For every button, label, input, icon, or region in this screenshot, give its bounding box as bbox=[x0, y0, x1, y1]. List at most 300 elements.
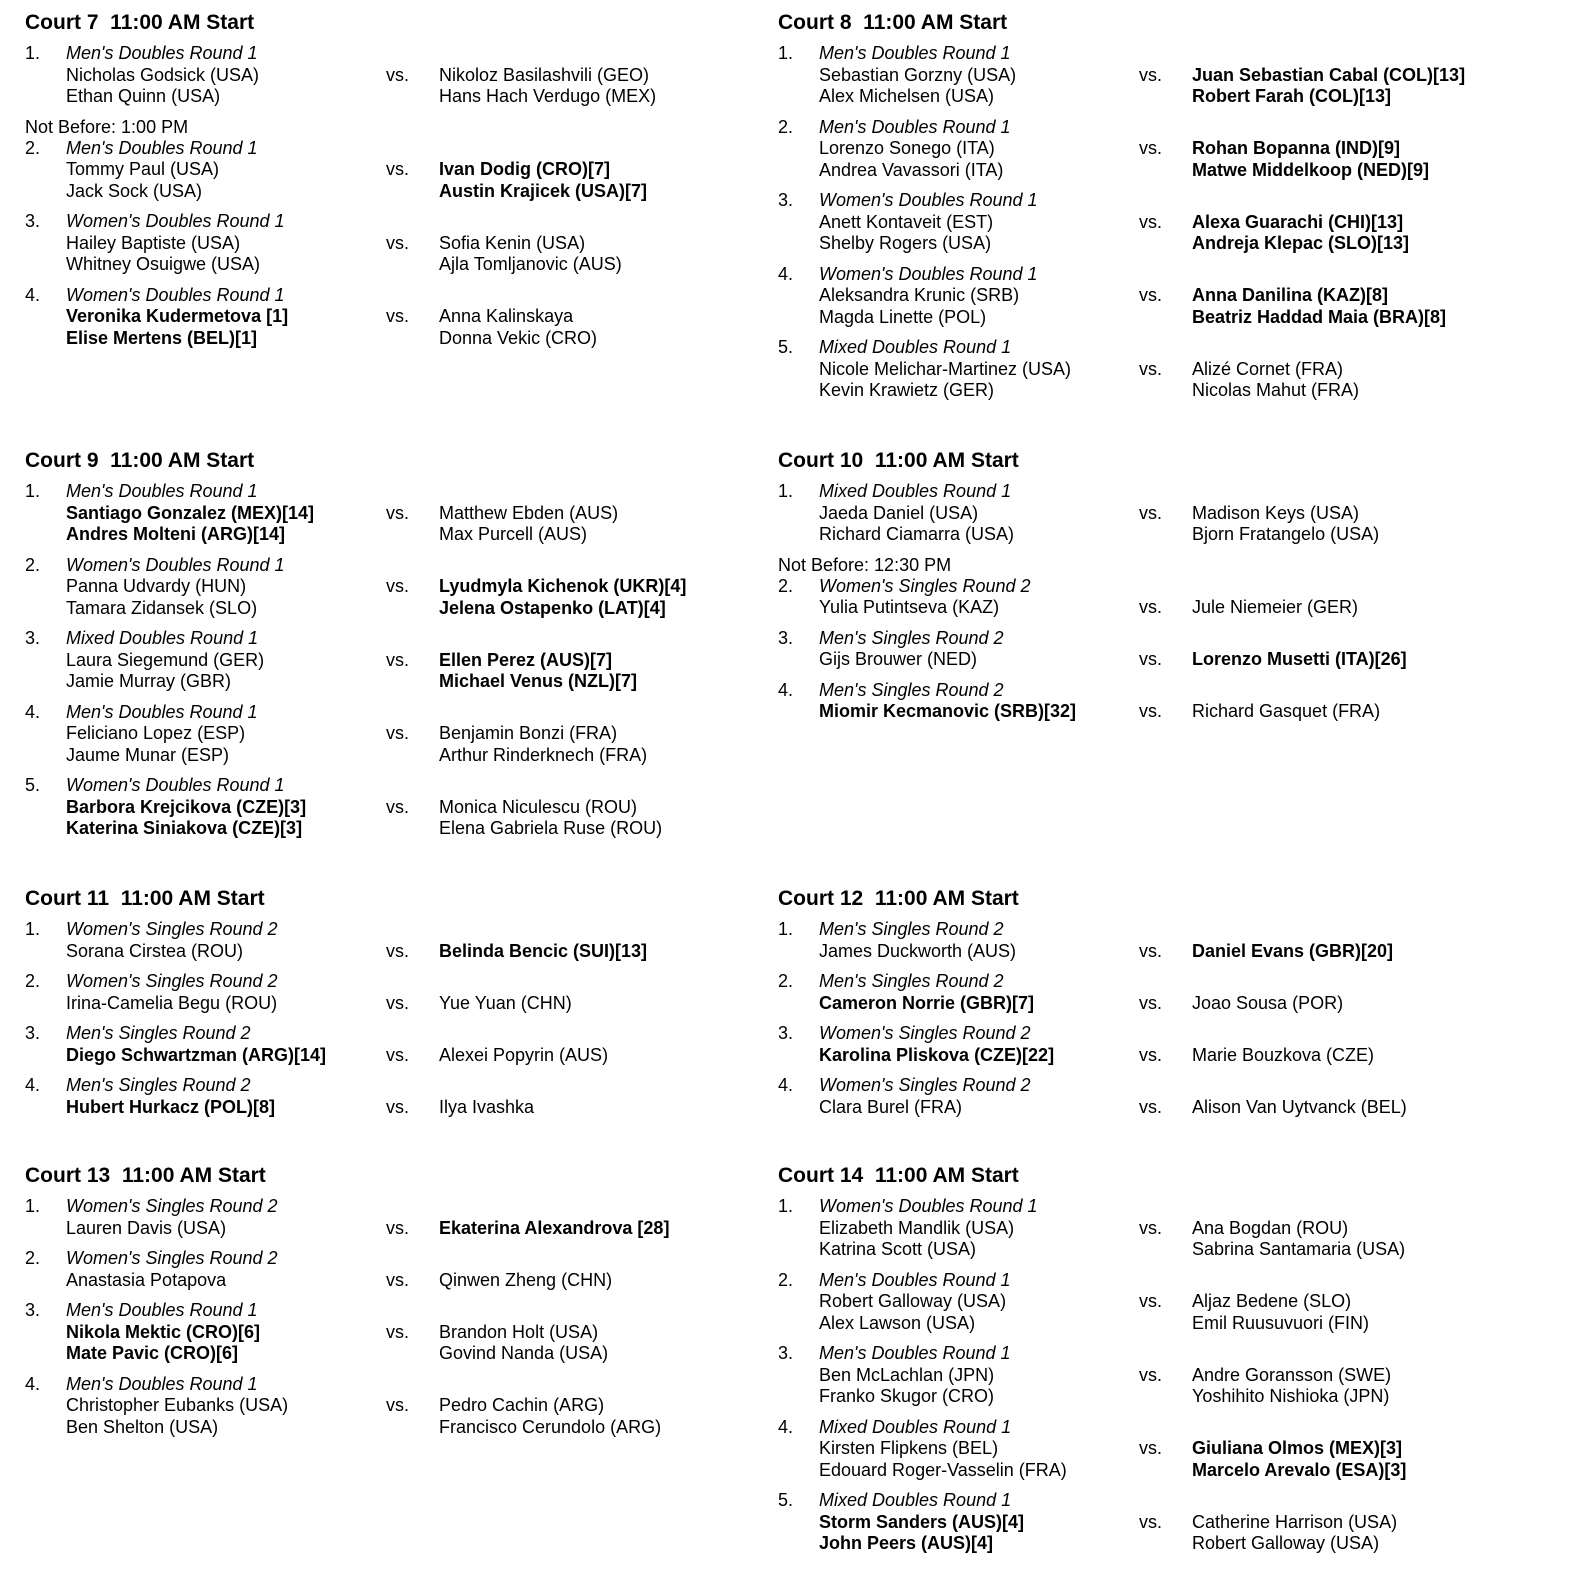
team-1 bbox=[25, 941, 386, 963]
versus-label: vs. bbox=[386, 1096, 410, 1117]
player-name: Alexei Popyrin (AUS) bbox=[439, 1044, 609, 1065]
match-row bbox=[25, 723, 785, 766]
event-name: Men's Doubles Round 1 bbox=[66, 43, 258, 63]
player-name: Francisco Cerundolo (ARG) bbox=[439, 1416, 662, 1437]
match-row bbox=[778, 1218, 1538, 1261]
match-row bbox=[25, 650, 785, 693]
player-name: Alex Michelsen (USA) bbox=[819, 86, 995, 106]
event-name: Men's Doubles Round 1 bbox=[66, 137, 258, 158]
player-name: Lorenzo Sonego (ITA) bbox=[819, 138, 995, 158]
event-name: Women's Doubles Round 1 bbox=[819, 1196, 1038, 1216]
versus-label: vs. bbox=[1139, 502, 1163, 523]
player-name: Ethan Quinn (USA) bbox=[66, 86, 221, 106]
player-name: Juan Sebastian Cabal (COL)[13] bbox=[1192, 64, 1466, 85]
match-number: 4. bbox=[25, 701, 41, 722]
player-name: Andreja Klepac (SLO)[13] bbox=[1192, 233, 1410, 253]
match-row bbox=[25, 306, 785, 349]
player-name: Katrina Scott (USA) bbox=[819, 1239, 977, 1259]
team-2 bbox=[1192, 1512, 1538, 1555]
team-2 bbox=[439, 65, 785, 108]
player-name: Nicholas Godsick (USA) bbox=[66, 64, 260, 85]
match-row bbox=[778, 65, 1538, 108]
versus-label: vs. bbox=[1139, 1364, 1163, 1385]
match-row bbox=[778, 1097, 1538, 1119]
match-row bbox=[778, 597, 1538, 619]
player-name: John Peers (AUS)[4] bbox=[819, 1533, 994, 1553]
player-name: Kirsten Flipkens (BEL) bbox=[819, 1438, 999, 1458]
player-name: Bjorn Fratangelo (USA) bbox=[1192, 524, 1380, 544]
match-entry bbox=[778, 264, 1538, 329]
match-row bbox=[778, 1045, 1538, 1067]
match-row bbox=[25, 233, 785, 276]
player-name: Catherine Harrison (USA) bbox=[1192, 1511, 1398, 1532]
team-1 bbox=[25, 1218, 386, 1240]
player-name: Jamie Murray (GBR) bbox=[66, 671, 232, 691]
match-number: 3. bbox=[25, 211, 41, 231]
match-number: 3. bbox=[778, 1343, 794, 1363]
player-name: Anett Kontaveit (EST) bbox=[819, 211, 994, 232]
player-name: Barbora Krejcikova (CZE)[3] bbox=[66, 796, 307, 817]
versus-label: vs. bbox=[386, 159, 410, 179]
team-2 bbox=[1192, 1045, 1538, 1067]
player-name: Andrea Vavassori (ITA) bbox=[819, 159, 1004, 180]
versus-label: vs. bbox=[386, 232, 410, 253]
player-name: Ajla Tomljanovic (AUS) bbox=[439, 254, 622, 274]
event-name: Men's Doubles Round 1 bbox=[819, 116, 1011, 137]
match-entry bbox=[25, 1196, 785, 1239]
player-name: Nikoloz Basilashvili (GEO) bbox=[439, 64, 650, 85]
player-name: Monica Niculescu (ROU) bbox=[439, 796, 638, 817]
player-name: Ekaterina Alexandrova [28] bbox=[439, 1217, 670, 1238]
match-row bbox=[25, 1045, 785, 1067]
event-name: Men's Singles Round 2 bbox=[819, 971, 1004, 991]
team-1 bbox=[25, 233, 386, 276]
match-entry bbox=[778, 628, 1538, 671]
player-name: Sebastian Gorzny (USA) bbox=[819, 64, 1017, 85]
match-number: 1. bbox=[778, 919, 794, 939]
team-1 bbox=[25, 306, 386, 349]
player-name: Arthur Rinderknech (FRA) bbox=[439, 744, 648, 765]
court-title: Court 8 11:00 AM Start bbox=[778, 11, 1008, 34]
match-entry bbox=[25, 211, 785, 276]
match-entry bbox=[25, 138, 785, 203]
team-2 bbox=[439, 1045, 785, 1067]
player-name: Christopher Eubanks (USA) bbox=[66, 1395, 289, 1415]
court-title: Court 7 11:00 AM Start bbox=[25, 11, 255, 34]
court-title: Court 11 11:00 AM Start bbox=[25, 887, 265, 910]
team-1 bbox=[25, 576, 386, 619]
versus-label: vs. bbox=[386, 576, 410, 596]
event-name: Women's Doubles Round 1 bbox=[66, 554, 285, 575]
court-section bbox=[778, 886, 1538, 1127]
player-name: Emil Ruusuvuori (FIN) bbox=[1192, 1312, 1370, 1333]
match-entry bbox=[25, 702, 785, 767]
event-name: Women's Doubles Round 1 bbox=[819, 190, 1038, 210]
event-name: Mixed Doubles Round 1 bbox=[819, 481, 1012, 501]
match-number: 2. bbox=[778, 971, 794, 991]
team-2 bbox=[439, 1218, 785, 1240]
court-title: Court 12 11:00 AM Start bbox=[778, 887, 1019, 910]
player-name: Yue Yuan (CHN) bbox=[439, 992, 572, 1013]
player-name: Robert Farah (COL)[13] bbox=[1192, 86, 1392, 106]
match-row bbox=[778, 701, 1538, 723]
player-name: Daniel Evans (GBR)[20] bbox=[1192, 940, 1394, 961]
player-name: Tamara Zidansek (SLO) bbox=[66, 597, 258, 618]
player-name: Magda Linette (POL) bbox=[819, 306, 987, 327]
player-name: Ilya Ivashka bbox=[439, 1096, 535, 1117]
team-2 bbox=[1192, 993, 1538, 1015]
match-entry bbox=[778, 919, 1538, 962]
match-number: 5. bbox=[25, 775, 41, 795]
player-name: Sabrina Santamaria (USA) bbox=[1192, 1239, 1406, 1259]
team-2 bbox=[1192, 285, 1538, 328]
player-name: Marcelo Arevalo (ESA)[3] bbox=[1192, 1459, 1407, 1480]
versus-label: vs. bbox=[386, 1044, 410, 1065]
match-number: 1. bbox=[778, 43, 794, 63]
team-1 bbox=[778, 1291, 1139, 1334]
match-row bbox=[25, 797, 785, 840]
versus-label: vs. bbox=[1139, 1217, 1163, 1238]
player-name: Elena Gabriela Ruse (ROU) bbox=[439, 818, 663, 838]
court-section bbox=[25, 1163, 785, 1447]
match-entry bbox=[778, 117, 1538, 182]
match-number: 5. bbox=[778, 337, 794, 357]
match-number: 1. bbox=[25, 43, 41, 63]
versus-label: vs. bbox=[1139, 940, 1163, 961]
team-2 bbox=[1192, 65, 1538, 108]
match-entry bbox=[25, 43, 785, 108]
court-title: Court 9 11:00 AM Start bbox=[25, 449, 255, 472]
team-1 bbox=[778, 212, 1139, 255]
versus-label: vs. bbox=[1139, 649, 1163, 669]
player-name: Lyudmyla Kichenok (UKR)[4] bbox=[439, 576, 687, 596]
team-2 bbox=[1192, 1365, 1538, 1408]
player-name: Aleksandra Krunic (SRB) bbox=[819, 285, 1020, 305]
team-1 bbox=[778, 993, 1139, 1015]
match-row bbox=[25, 159, 785, 202]
match-number: 2. bbox=[25, 137, 41, 158]
match-number: 1. bbox=[778, 1196, 794, 1216]
match-number: 3. bbox=[25, 628, 41, 648]
event-name: Men's Doubles Round 1 bbox=[66, 701, 258, 722]
player-name: Ben Shelton (USA) bbox=[66, 1416, 219, 1437]
court-section bbox=[25, 10, 785, 358]
versus-label: vs. bbox=[1139, 64, 1163, 85]
match-number: 3. bbox=[25, 1300, 41, 1320]
player-name: Beatriz Haddad Maia (BRA)[8] bbox=[1192, 306, 1447, 327]
player-name: James Duckworth (AUS) bbox=[819, 940, 1017, 961]
player-name: Qinwen Zheng (CHN) bbox=[439, 1269, 613, 1290]
player-name: Shelby Rogers (USA) bbox=[819, 233, 992, 253]
match-row bbox=[778, 941, 1538, 963]
match-row bbox=[778, 1291, 1538, 1334]
match-row bbox=[778, 1365, 1538, 1408]
event-name: Mixed Doubles Round 1 bbox=[819, 337, 1012, 357]
match-number: 4. bbox=[25, 1373, 41, 1394]
team-2 bbox=[439, 1395, 785, 1438]
versus-label: vs. bbox=[1139, 1044, 1163, 1065]
player-name: Veronika Kudermetova [1] bbox=[66, 306, 289, 326]
team-1 bbox=[778, 1438, 1139, 1481]
player-name: Richard Ciamarra (USA) bbox=[819, 524, 1015, 544]
team-2 bbox=[1192, 359, 1538, 402]
court-section bbox=[778, 448, 1538, 732]
versus-label: vs. bbox=[1139, 1511, 1163, 1532]
match-number: 3. bbox=[778, 1023, 794, 1043]
versus-label: vs. bbox=[386, 1269, 410, 1290]
versus-label: vs. bbox=[1139, 358, 1163, 379]
event-name: Men's Singles Round 2 bbox=[66, 1023, 251, 1043]
player-name: Hans Hach Verdugo (MEX) bbox=[439, 86, 657, 106]
player-name: Jule Niemeier (GER) bbox=[1192, 597, 1359, 617]
versus-label: vs. bbox=[386, 940, 410, 961]
match-row bbox=[778, 649, 1538, 671]
team-1 bbox=[25, 993, 386, 1015]
versus-label: vs. bbox=[386, 723, 410, 743]
match-row bbox=[778, 359, 1538, 402]
team-1 bbox=[778, 941, 1139, 963]
versus-label: vs. bbox=[1139, 1096, 1163, 1117]
event-name: Women's Singles Round 2 bbox=[819, 1023, 1031, 1043]
not-before-note: Not Before: 12:30 PM bbox=[778, 554, 952, 575]
versus-label: vs. bbox=[386, 1321, 410, 1342]
versus-label: vs. bbox=[1139, 1291, 1163, 1311]
team-2 bbox=[1192, 138, 1538, 181]
match-number: 2. bbox=[25, 1248, 41, 1268]
team-1 bbox=[25, 723, 386, 766]
match-row bbox=[778, 503, 1538, 546]
event-name: Women's Singles Round 2 bbox=[819, 1075, 1031, 1095]
match-number: 3. bbox=[778, 190, 794, 210]
player-name: Aljaz Bedene (SLO) bbox=[1192, 1291, 1352, 1311]
court-title: Court 10 11:00 AM Start bbox=[778, 449, 1019, 472]
court-title: Court 14 11:00 AM Start bbox=[778, 1164, 1019, 1187]
event-name: Women's Doubles Round 1 bbox=[66, 284, 285, 305]
team-1 bbox=[778, 1045, 1139, 1067]
player-name: Alex Lawson (USA) bbox=[819, 1312, 976, 1333]
player-name: Mate Pavic (CRO)[6] bbox=[66, 1343, 239, 1363]
event-name: Men's Doubles Round 1 bbox=[66, 1373, 258, 1394]
event-name: Men's Singles Round 2 bbox=[819, 679, 1004, 700]
team-1 bbox=[25, 1097, 386, 1119]
match-row bbox=[25, 941, 785, 963]
team-1 bbox=[25, 1322, 386, 1365]
match-row bbox=[25, 65, 785, 108]
player-name: Yulia Putintseva (KAZ) bbox=[819, 597, 1000, 617]
match-entry bbox=[25, 1075, 785, 1118]
player-name: Miomir Kecmanovic (SRB)[32] bbox=[819, 701, 1077, 721]
team-1 bbox=[778, 649, 1139, 671]
team-1 bbox=[778, 503, 1139, 546]
versus-label: vs. bbox=[386, 796, 410, 817]
event-name: Men's Doubles Round 1 bbox=[819, 1343, 1011, 1363]
player-name: Brandon Holt (USA) bbox=[439, 1321, 599, 1342]
team-1 bbox=[778, 359, 1139, 402]
team-2 bbox=[439, 1322, 785, 1365]
team-1 bbox=[778, 1097, 1139, 1119]
team-2 bbox=[1192, 649, 1538, 671]
player-name: Michael Venus (NZL)[7] bbox=[439, 671, 638, 691]
player-name: Jelena Ostapenko (LAT)[4] bbox=[439, 597, 666, 618]
team-1 bbox=[778, 1365, 1139, 1408]
player-name: Nikola Mektic (CRO)[6] bbox=[66, 1321, 261, 1342]
match-entry bbox=[778, 1490, 1538, 1555]
match-entry bbox=[778, 680, 1538, 723]
versus-label: vs. bbox=[1139, 992, 1163, 1013]
team-2 bbox=[439, 576, 785, 619]
player-name: Matthew Ebden (AUS) bbox=[439, 502, 619, 523]
team-2 bbox=[1192, 1097, 1538, 1119]
player-name: Alizé Cornet (FRA) bbox=[1192, 358, 1344, 379]
court-section bbox=[25, 448, 785, 849]
player-name: Panna Udvardy (HUN) bbox=[66, 576, 247, 596]
player-name: Richard Gasquet (FRA) bbox=[1192, 701, 1381, 721]
match-row bbox=[778, 212, 1538, 255]
match-row bbox=[778, 1438, 1538, 1481]
player-name: Matwe Middelkoop (NED)[9] bbox=[1192, 159, 1429, 180]
player-name: Elise Mertens (BEL)[1] bbox=[66, 327, 258, 348]
team-2 bbox=[439, 723, 785, 766]
player-name: Benjamin Bonzi (FRA) bbox=[439, 723, 618, 743]
court-title: Court 13 11:00 AM Start bbox=[25, 1164, 266, 1187]
team-1 bbox=[778, 285, 1139, 328]
match-entry bbox=[778, 1075, 1538, 1118]
team-1 bbox=[778, 597, 1139, 619]
player-name: Nicolas Mahut (FRA) bbox=[1192, 380, 1360, 400]
team-1 bbox=[778, 65, 1139, 108]
versus-label: vs. bbox=[386, 502, 410, 523]
team-1 bbox=[25, 65, 386, 108]
player-name: Laura Siegemund (GER) bbox=[66, 649, 265, 670]
match-entry bbox=[778, 971, 1538, 1014]
match-number: 3. bbox=[778, 627, 794, 648]
team-1 bbox=[778, 701, 1139, 723]
match-number: 4. bbox=[25, 1075, 41, 1095]
player-name: Andre Goransson (SWE) bbox=[1192, 1364, 1392, 1385]
event-name: Mixed Doubles Round 1 bbox=[819, 1416, 1012, 1437]
player-name: Joao Sousa (POR) bbox=[1192, 992, 1344, 1013]
match-number: 1. bbox=[25, 1196, 41, 1216]
player-name: Sofia Kenin (USA) bbox=[439, 232, 586, 253]
match-row bbox=[778, 138, 1538, 181]
player-name: Cameron Norrie (GBR)[7] bbox=[819, 992, 1035, 1013]
match-entry bbox=[778, 1343, 1538, 1408]
team-2 bbox=[439, 1097, 785, 1119]
versus-label: vs. bbox=[386, 1217, 410, 1238]
match-row bbox=[25, 576, 785, 619]
match-entry bbox=[25, 555, 785, 620]
player-name: Pedro Cachin (ARG) bbox=[439, 1395, 605, 1415]
match-number: 4. bbox=[778, 679, 794, 700]
match-row bbox=[778, 1512, 1538, 1555]
match-number: 3. bbox=[25, 1023, 41, 1043]
player-name: Kevin Krawietz (GER) bbox=[819, 380, 995, 400]
player-name: Marie Bouzkova (CZE) bbox=[1192, 1044, 1375, 1065]
team-2 bbox=[1192, 212, 1538, 255]
event-name: Women's Singles Round 2 bbox=[66, 1196, 278, 1216]
event-name: Men's Doubles Round 1 bbox=[819, 1269, 1011, 1290]
versus-label: vs. bbox=[386, 306, 410, 326]
team-2 bbox=[439, 503, 785, 546]
player-name: Feliciano Lopez (ESP) bbox=[66, 723, 246, 743]
player-name: Nicole Melichar-Martinez (USA) bbox=[819, 358, 1072, 379]
match-entry bbox=[25, 919, 785, 962]
team-1 bbox=[25, 1395, 386, 1438]
player-name: Robert Galloway (USA) bbox=[819, 1291, 1007, 1311]
player-name: Giuliana Olmos (MEX)[3] bbox=[1192, 1438, 1403, 1458]
match-row bbox=[778, 285, 1538, 328]
event-name: Women's Doubles Round 1 bbox=[66, 211, 285, 231]
team-1 bbox=[25, 503, 386, 546]
match-number: 2. bbox=[25, 554, 41, 575]
player-name: Robert Galloway (USA) bbox=[1192, 1533, 1380, 1553]
player-name: Irina-Camelia Begu (ROU) bbox=[66, 992, 278, 1013]
match-entry bbox=[25, 775, 785, 840]
match-number: 5. bbox=[778, 1490, 794, 1510]
player-name: Edouard Roger-Vasselin (FRA) bbox=[819, 1459, 1067, 1480]
versus-label: vs. bbox=[386, 64, 410, 85]
court-section bbox=[778, 10, 1538, 411]
player-name: Yoshihito Nishioka (JPN) bbox=[1192, 1386, 1390, 1406]
match-entry bbox=[778, 337, 1538, 402]
team-1 bbox=[778, 138, 1139, 181]
match-entry bbox=[778, 1417, 1538, 1482]
team-2 bbox=[1192, 1438, 1538, 1481]
player-name: Sorana Cirstea (ROU) bbox=[66, 940, 244, 961]
match-entry bbox=[25, 1374, 785, 1439]
match-row bbox=[25, 1218, 785, 1240]
match-entry bbox=[25, 481, 785, 546]
player-name: Ellen Perez (AUS)[7] bbox=[439, 649, 613, 670]
match-entry bbox=[778, 43, 1538, 108]
event-name: Women's Singles Round 2 bbox=[66, 1248, 278, 1268]
team-2 bbox=[1192, 941, 1538, 963]
match-row bbox=[25, 1395, 785, 1438]
player-name: Anna Kalinskaya bbox=[439, 306, 574, 326]
player-name: Hailey Baptiste (USA) bbox=[66, 232, 241, 253]
team-2 bbox=[1192, 503, 1538, 546]
player-name: Karolina Pliskova (CZE)[22] bbox=[819, 1044, 1055, 1065]
player-name: Katerina Siniakova (CZE)[3] bbox=[66, 818, 303, 838]
versus-label: vs. bbox=[386, 1395, 410, 1415]
event-name: Women's Doubles Round 1 bbox=[819, 263, 1038, 284]
event-name: Mixed Doubles Round 1 bbox=[66, 628, 259, 648]
court-section bbox=[778, 1163, 1538, 1564]
player-name: Anna Danilina (KAZ)[8] bbox=[1192, 285, 1388, 305]
team-2 bbox=[439, 797, 785, 840]
team-1 bbox=[778, 1512, 1139, 1555]
team-2 bbox=[439, 159, 785, 202]
versus-label: vs. bbox=[1139, 1438, 1163, 1458]
match-entry bbox=[25, 285, 785, 350]
match-number: 2. bbox=[25, 971, 41, 991]
event-name: Men's Singles Round 2 bbox=[66, 1075, 251, 1095]
team-2 bbox=[1192, 597, 1538, 619]
player-name: Max Purcell (AUS) bbox=[439, 524, 588, 544]
event-name: Women's Singles Round 2 bbox=[66, 919, 278, 939]
match-row bbox=[25, 1322, 785, 1365]
match-row bbox=[25, 1270, 785, 1292]
player-name: Jaume Munar (ESP) bbox=[66, 744, 230, 765]
player-name: Ben McLachlan (JPN) bbox=[819, 1364, 995, 1385]
match-entry bbox=[25, 1248, 785, 1291]
match-number: 2. bbox=[778, 1269, 794, 1290]
event-name: Men's Doubles Round 1 bbox=[66, 1300, 258, 1320]
player-name: Lauren Davis (USA) bbox=[66, 1217, 227, 1238]
match-number: 1. bbox=[25, 919, 41, 939]
event-name: Women's Singles Round 2 bbox=[819, 575, 1031, 596]
match-number: 1. bbox=[778, 481, 794, 501]
